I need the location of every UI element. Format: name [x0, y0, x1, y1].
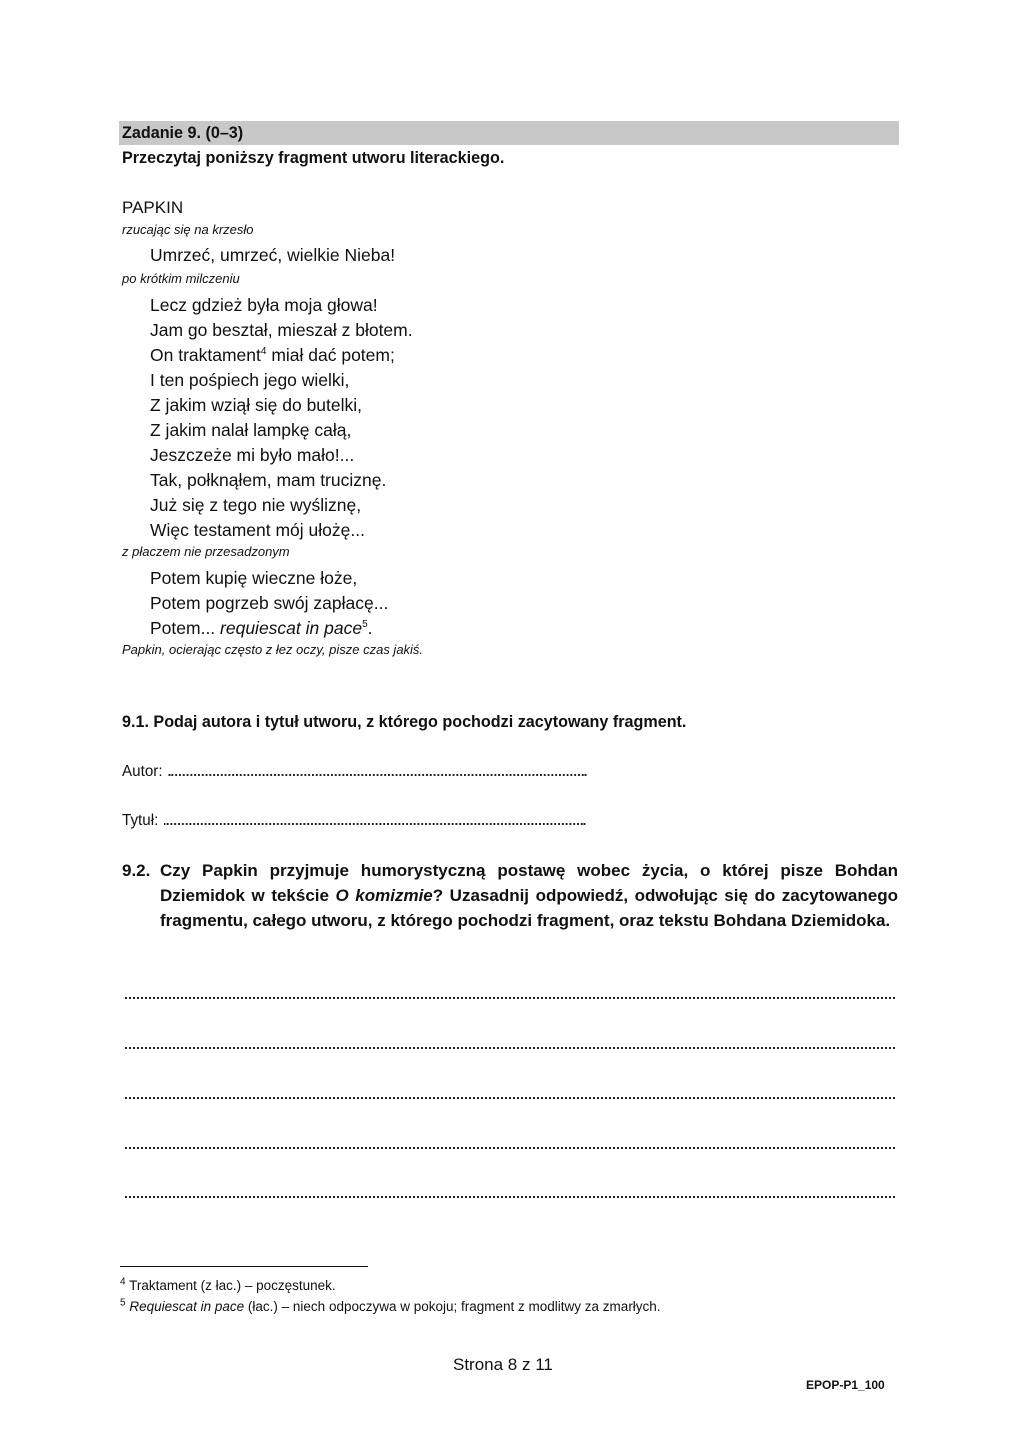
verse-line: Jam go beształ, mieszał z błotem.: [150, 320, 413, 340]
verse-line: Lecz gdzież była moja głowa!: [150, 295, 378, 315]
stage-direction: po krótkim milczeniu: [122, 271, 240, 286]
verse-line: Jeszczeże mi było mało!...: [150, 445, 355, 465]
author-answer-field[interactable]: Autor:: [122, 760, 586, 784]
footnote-ref: 4: [260, 346, 267, 358]
title-answer-line[interactable]: [164, 809, 586, 825]
verse-line: Już się z tego nie wyśliznę,: [150, 495, 362, 515]
verse-line: Potem... requiescat in pace$^5$.: [150, 618, 373, 638]
footnote-divider: [120, 1266, 368, 1267]
question-9-2: [122, 858, 898, 933]
author-answer-line[interactable]: [168, 760, 586, 776]
verse-line: Potem pogrzeb swój zapłacę...: [150, 593, 389, 613]
task-title: Zadanie 9. (0–3): [122, 123, 244, 142]
speaker-name: PAPKIN: [122, 198, 184, 217]
verse-line: Z jakim wziął się do butelki,: [150, 395, 363, 415]
task-instruction: Przeczytaj poniższy fragment utworu literackiego.: [122, 148, 505, 167]
answer-line[interactable]: [125, 1147, 895, 1149]
stage-direction: Papkin, ocierając często z łez oczy, pisze czas jakiś.: [122, 642, 424, 657]
footnote-4: $^4$ Traktament (z łac.) – poczęstunek.: [120, 1276, 336, 1293]
answer-line[interactable]: [125, 997, 895, 999]
question-text: Czy Papkin przyjmuje humorystyczną postawę wobec życia, o której pisze Bohdan Dziemidok w tekście O komizmie? Uzasadnij odpowiedź, odwołując się do zacytowanego fragmentu, całego utworu, z którego pochodzi fragment, oraz tekstu Bohdana Dziemidoka.: [160, 861, 898, 930]
stage-direction: rzucając się na krzesło: [122, 222, 254, 237]
verse-line: I ten pośpiech jego wielki,: [150, 370, 350, 390]
title-answer-field[interactable]: Tytuł:: [122, 809, 586, 833]
page-number: Strona 8 z 11: [453, 1355, 553, 1374]
exam-code: EPOP-P1_100: [806, 1378, 885, 1392]
verse-line: Potem kupię wieczne łoże,: [150, 568, 358, 588]
verse-line: Tak, połknąłem, mam truciznę.: [150, 470, 387, 490]
answer-line[interactable]: [125, 1047, 895, 1049]
question-9-1: 9.1. Podaj autora i tytuł utworu, z którego pochodzi zacytowany fragment.: [122, 712, 687, 731]
answer-line[interactable]: [125, 1196, 895, 1198]
verse-line: On traktament$^4$ miał dać potem;: [150, 345, 395, 365]
verse-line: Umrzeć, umrzeć, wielkie Nieba!: [150, 245, 396, 265]
question-number: 9.2.: [122, 861, 151, 880]
verse-line: Więc testament mój ułożę...: [150, 520, 365, 540]
stage-direction: z płaczem nie przesadzonym: [122, 544, 290, 559]
verse-line: Z jakim nalał lampkę całą,: [150, 420, 352, 440]
footnote-ref: 5: [362, 619, 368, 631]
footnote-5: $^5$ Requiescat in pace (łac.) – niech odpoczywa w pokoju; fragment z modlitwy za zmarłych.: [120, 1297, 661, 1314]
answer-line[interactable]: [125, 1097, 895, 1099]
